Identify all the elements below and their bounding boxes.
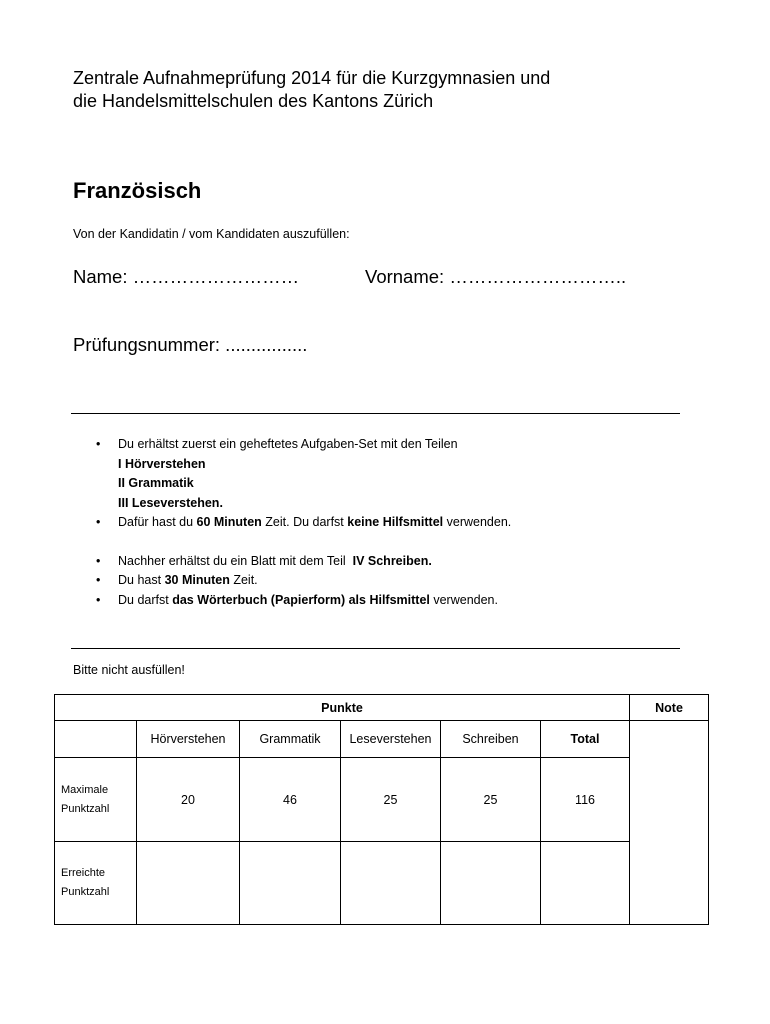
note-header: Note xyxy=(630,695,709,721)
list-item: • Du darfst das Wörterbuch (Papierform) als Hilfsmittel verwenden. xyxy=(96,591,511,611)
max-total: 116 xyxy=(541,758,630,842)
list-item: • Nachher erhältst du ein Blatt mit dem Teil IV Schreiben. xyxy=(96,552,511,572)
score-table xyxy=(54,694,709,925)
exam-title-line-2: die Handelsmittelschulen des Kantons Zürich xyxy=(73,91,434,111)
column-header-hoerverstehen: Hörverstehen xyxy=(137,721,240,758)
max-schreiben: 25 xyxy=(441,758,541,842)
note-cell[interactable] xyxy=(630,721,709,925)
do-not-fill-label: Bitte nicht ausfüllen! xyxy=(73,663,185,677)
exam-instructions-list xyxy=(96,435,511,610)
max-leseverstehen: 25 xyxy=(341,758,441,842)
max-hoerverstehen: 20 xyxy=(137,758,240,842)
list-item: • Du erhältst zuerst ein geheftetes Aufgaben-Set mit den Teilen I Hörverstehen II Grammatik III Leseverstehen. xyxy=(96,437,458,510)
row-label-erreichte-punktzahl: Erreichte Punktzahl xyxy=(55,842,137,925)
list-item: • Du hast 30 Minuten Zeit. xyxy=(96,571,511,591)
column-header-total: Total xyxy=(541,721,630,758)
achieved-leseverstehen[interactable] xyxy=(341,842,441,925)
column-header-grammatik: Grammatik xyxy=(240,721,341,758)
bullet-icon: • xyxy=(96,515,101,529)
bullet-icon: • xyxy=(96,573,101,587)
achieved-hoerverstehen[interactable] xyxy=(137,842,240,925)
table-row xyxy=(55,842,709,925)
table-row xyxy=(55,758,709,842)
divider-top xyxy=(71,413,680,414)
table-corner-cell xyxy=(55,721,137,758)
column-header-schreiben: Schreiben xyxy=(441,721,541,758)
punkte-header: Punkte xyxy=(55,695,630,721)
exam-title-line-1: Zentrale Aufnahmeprüfung 2014 für die Kurzgymnasien und xyxy=(73,68,551,88)
candidate-instruction: Von der Kandidatin / vom Kandidaten auszufüllen: xyxy=(73,227,350,241)
achieved-schreiben[interactable] xyxy=(441,842,541,925)
name-field[interactable]: Name: ……………………… xyxy=(73,266,300,287)
bullet-icon: • xyxy=(96,592,101,607)
subject-title: Französisch xyxy=(73,178,202,203)
pruefungsnummer-field[interactable]: Prüfungsnummer: ................ xyxy=(73,334,308,355)
divider-bottom xyxy=(71,648,680,649)
row-label-maximale-punktzahl: Maximale Punktzahl xyxy=(55,758,137,842)
achieved-grammatik[interactable] xyxy=(240,842,341,925)
vorname-field[interactable]: Vorname: ……………………….. xyxy=(365,266,627,287)
bullet-icon: • xyxy=(96,437,101,451)
max-grammatik: 46 xyxy=(240,758,341,842)
column-header-leseverstehen: Leseverstehen xyxy=(341,721,441,758)
list-item: • Dafür hast du 60 Minuten Zeit. Du darfst keine Hilfsmittel verwenden. xyxy=(96,513,511,533)
achieved-total[interactable] xyxy=(541,842,630,925)
bullet-icon: • xyxy=(96,553,101,568)
